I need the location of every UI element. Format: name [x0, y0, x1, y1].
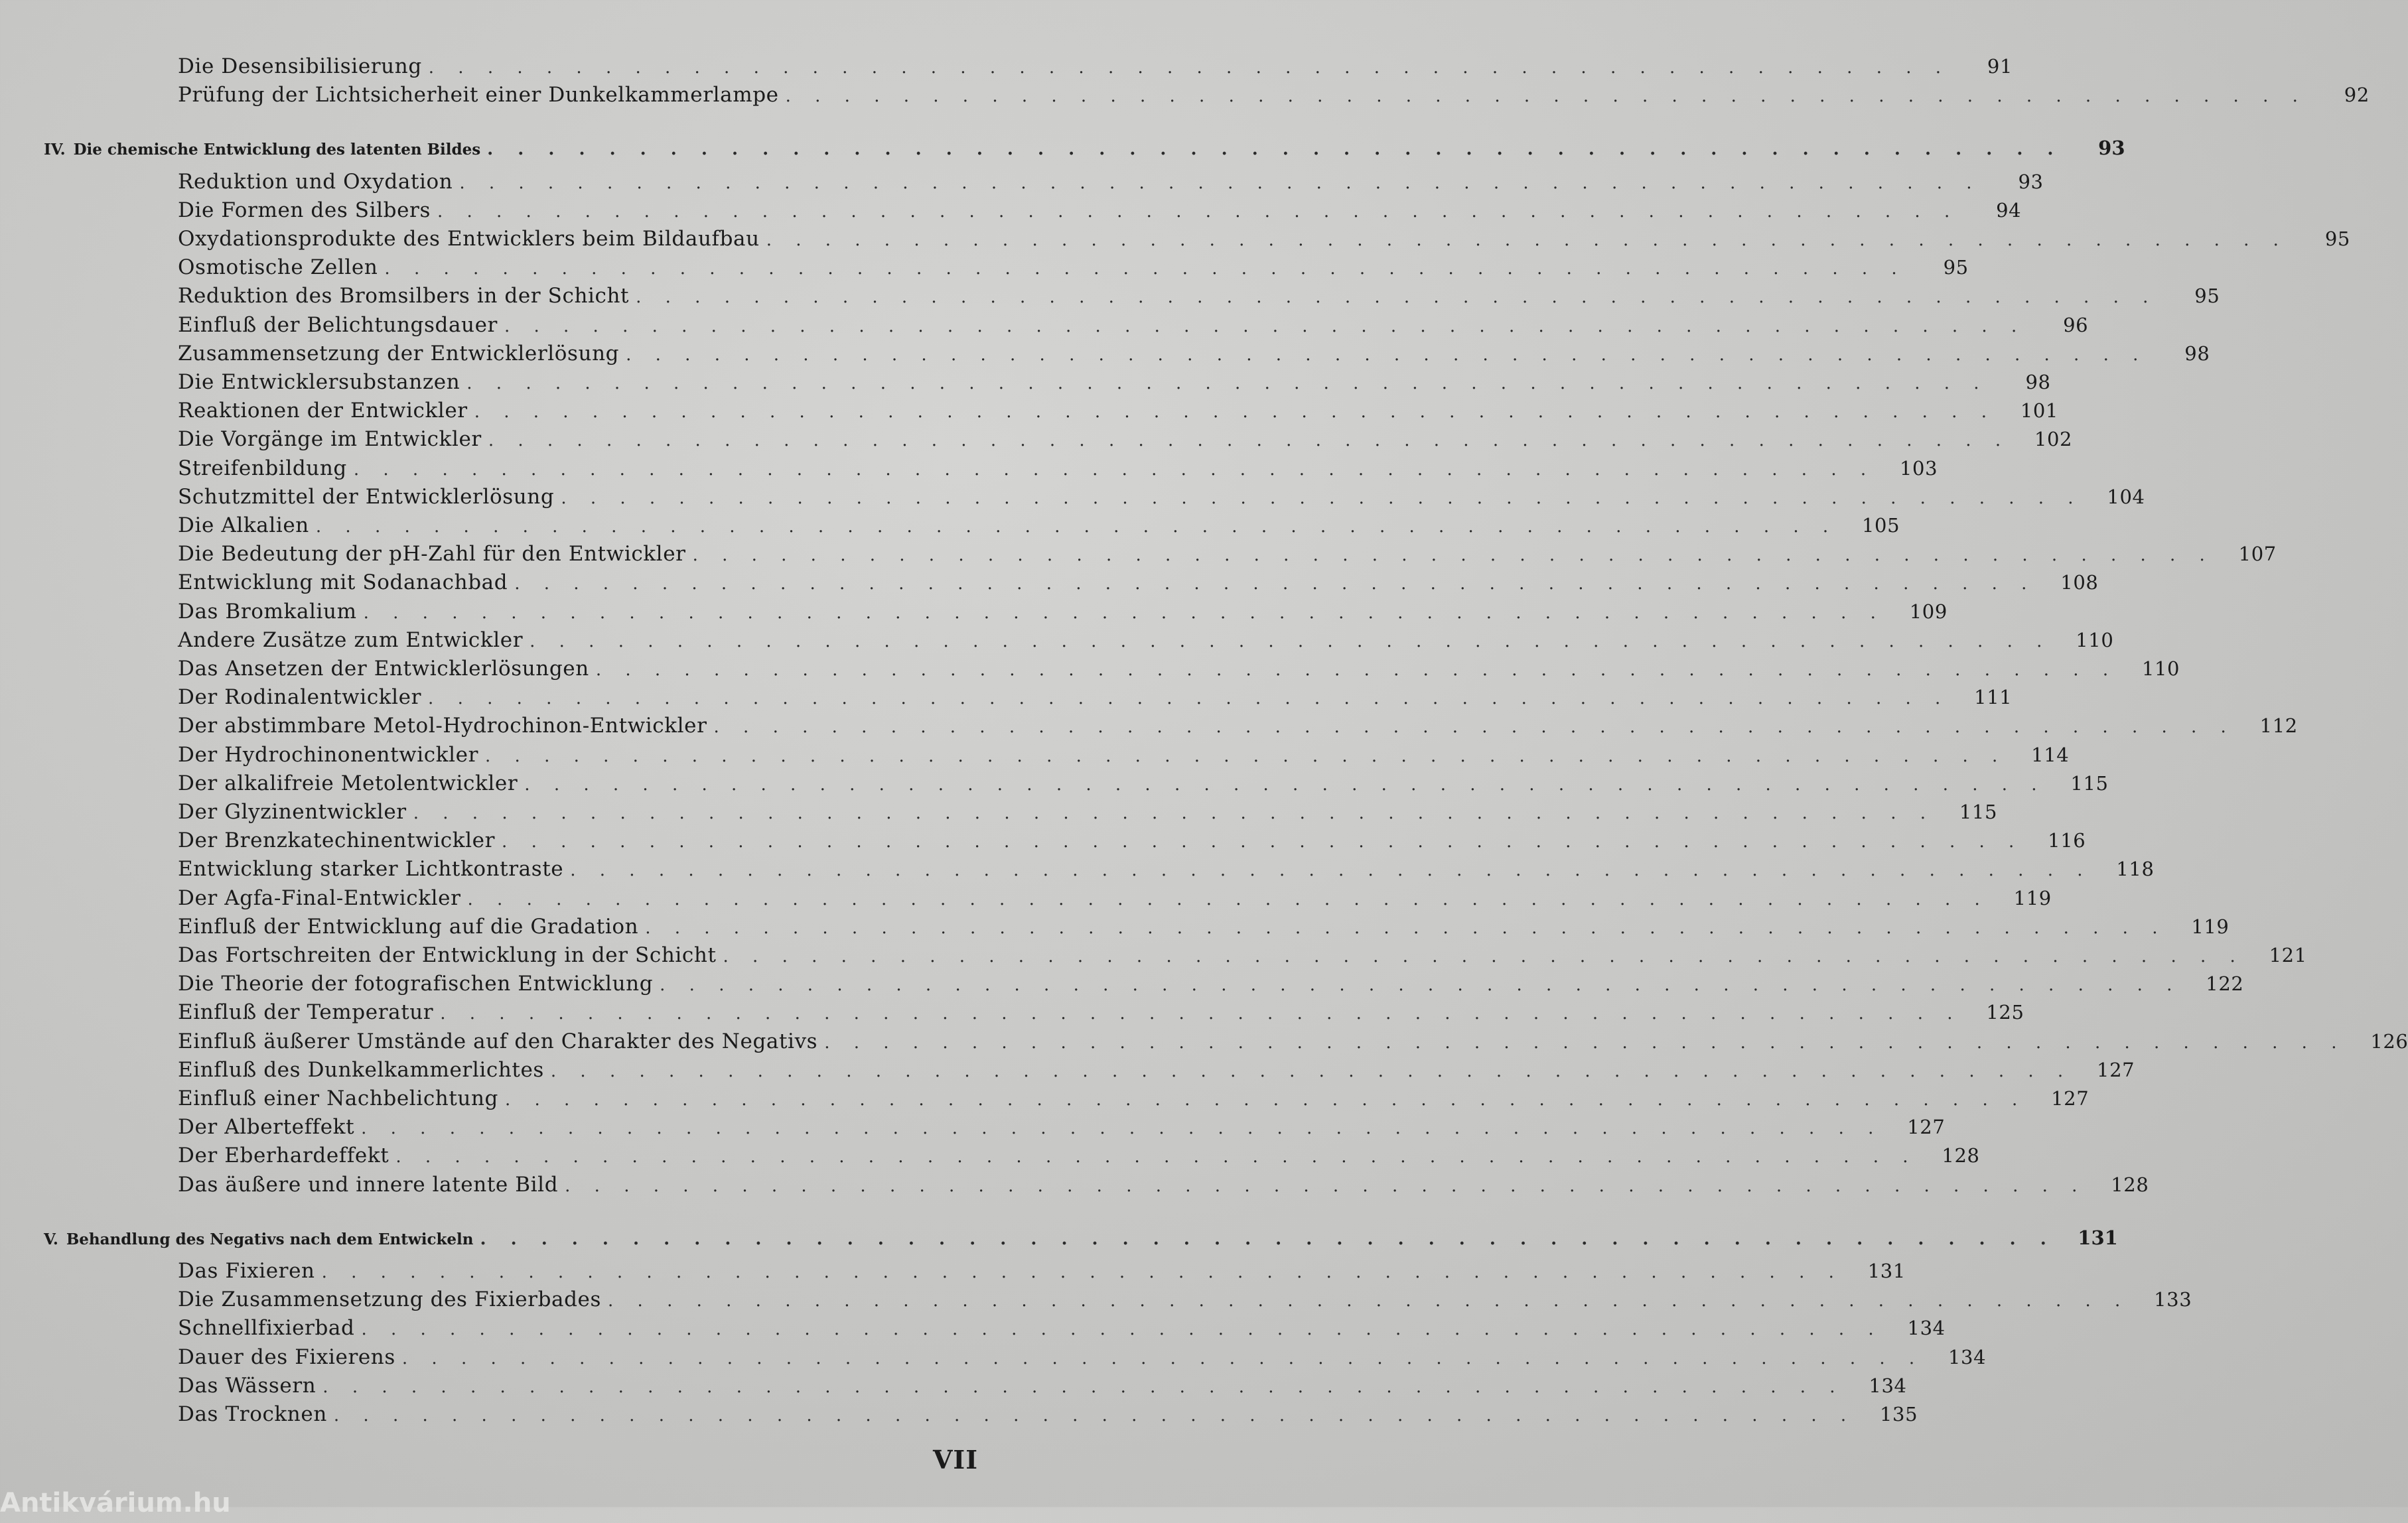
- toc-chapter-heading: [44, 137, 2125, 160]
- watermark: Antikvárium.hu: [0, 1488, 231, 1518]
- toc-chapter-heading: [44, 1226, 2118, 1249]
- dot-leader: . . . . . . . . . . . . . . . . . . . . . . . . . . . . . . . . . . . . . . . . . . . . . . . . . . . .: [322, 1376, 1845, 1397]
- dot-leader: . . . . . . . . . . . . . . . . . . . . . . . . . . . . . . . . . . . . . . . . . . . . . . . . . . . .: [713, 717, 2235, 738]
- toc-chapter-label: [44, 1230, 473, 1248]
- toc-chapter-number: V.: [44, 1230, 58, 1248]
- toc-chapter-label: [44, 141, 480, 159]
- dot-leader: . . . . . . . . . . . . . . . . . . . . . . . . . . . . . . . . . . . . . . . . . . . . . . . . . . . .: [524, 774, 2046, 795]
- toc-entry: [178, 198, 2022, 222]
- toc-page-number: 119: [2013, 886, 2052, 909]
- toc-entry: [178, 742, 2070, 767]
- toc-entry-title: Die Theorie der fotografischen Entwicklung: [178, 972, 654, 996]
- toc-page-number: 104: [2107, 485, 2145, 508]
- dot-leader: . . . . . . . . . . . . . . . . . . . . . . . . . . . . . . . . . . . . . . . . . . . . . . . . . . . .: [550, 1061, 2073, 1081]
- toc-entry: [178, 1345, 1987, 1369]
- toc-entry-title: Die Entwicklersubstanzen: [178, 370, 460, 394]
- toc-page-number: 114: [2031, 743, 2070, 766]
- toc-entry-title: Das Fixieren: [178, 1259, 315, 1283]
- toc-entry-title: Einfluß äußerer Umstände auf den Charakter des Negativs: [178, 1029, 818, 1053]
- toc-entry: [178, 1057, 2135, 1082]
- toc-page-number: 93: [2018, 170, 2044, 193]
- toc-page-number: 108: [2060, 571, 2099, 594]
- page-folio: VII: [932, 1445, 978, 1475]
- toc-entry: [178, 1000, 2024, 1025]
- dot-leader: . . . . . . . . . . . . . . . . . . . . . . . . . . . . . . . . . . . . . . . . . . . . . . . . . . . .: [321, 1262, 1843, 1282]
- dot-leader: . . . . . . . . . . . . . . . . . . . . . . . . . . . . . . . . . . . . . . . . . . . . . . . . . . . .: [502, 832, 2024, 852]
- toc-entry: [178, 341, 2210, 365]
- dot-leader: . . . . . . . . . . . . . . . . . . . . . . . . . . . . . . . . . . . . . . . . . . . . . . . . . . . .: [353, 459, 1876, 480]
- toc-page-number: 91: [1987, 55, 2013, 78]
- dot-leader: . . . . . . . . . . . . . . . . . . . . . . . . . . . . . . . . . . . . . . . . . . . . . . . . . . . .: [466, 373, 1989, 393]
- toc-page-number: 134: [1907, 1317, 1946, 1340]
- dot-leader: . . . . . . . . . . . . . . . . . . . . . . . . . . . . . . . . . . . . . . . . . . . . . . . . . . . .: [401, 1348, 1924, 1368]
- toc-entry-title: Das äußere und innere latente Bild: [178, 1172, 559, 1197]
- toc-entry-title: Entwicklung starker Lichtkontraste: [178, 857, 564, 882]
- toc-entry: [178, 370, 2051, 394]
- toc-page-number: 105: [1862, 514, 1900, 537]
- toc-page-number: 96: [2063, 313, 2089, 336]
- toc-page-number: 109: [1909, 600, 1948, 623]
- toc-entry: [178, 227, 2350, 251]
- dot-leader: . . . . . . . . . . . . . . . . . . . . . . . . . . . . . . . . . . . . . . . . . . . . . . . . . . . .: [504, 316, 2026, 336]
- toc-entry: [178, 685, 2013, 710]
- toc-entry-title: Einfluß der Belichtungsdauer: [178, 312, 498, 337]
- toc-entry-title: Reduktion des Bromsilbers in der Schicht: [178, 284, 630, 308]
- dot-leader: . . . . . . . . . . . . . . . . . . . . . . . . . . . . . . . . . . . . . . . . . . . . . . . . . . . .: [395, 1147, 1918, 1167]
- toc-entry-title: Einfluß der Entwicklung auf die Gradation: [178, 914, 639, 939]
- dot-leader: . . . . . . . . . . . . . . . . . . . . . . . . . . . . . . . . . . . . . . . . . . . . . . . . . . . .: [384, 259, 1906, 279]
- toc-entry-title: Schnellfixierbad: [178, 1316, 355, 1341]
- toc-entry-title: Oxydationsprodukte des Entwicklers beim Bildaufbau: [178, 227, 760, 251]
- dot-leader: . . . . . . . . . . . . . . . . . . . . . . . . . . . . . . . . . . . . . . . . . . . . . . . . . . . .: [824, 1032, 2346, 1053]
- dot-leader: . . . . . . . . . . . . . . . . . . . . . . . . . . . . . . . . . . . . . . . . . . . . . . . . . . . .: [485, 746, 2007, 766]
- toc-entry: [178, 542, 2277, 566]
- toc-page-number: 131: [2078, 1226, 2118, 1249]
- dot-leader: . . . . . . . . . . . . . . . . . . . . . . . . . . . . . . . . . . . . . . . . . . . . . . . . . . . .: [361, 1118, 1883, 1139]
- dot-leader: . . . . . . . . . . . . . . . . . . . . . . . . . . . . . . . . . . . . . . . . . . . . . . . . . . . .: [459, 172, 1981, 193]
- dot-leader: . . . . . . . . . . . . . . . . . . . . . . . . . . . . . . . . . . . . . . . . . . . . . . . . . . . .: [660, 975, 2182, 996]
- toc-page-number: 102: [2034, 428, 2073, 451]
- toc-entry: [178, 1029, 2408, 1053]
- toc-entry-title: Der Agfa-Final-Entwickler: [178, 886, 461, 910]
- toc-entry-title: Prüfung der Lichtsicherheit einer Dunkelkammerlampe: [178, 83, 779, 107]
- dot-leader: . . . . . . . . . . . . . . . . . . . . . . . . . . . . . . . . . . . . . . . . . . . . . . . . . . . .: [565, 1175, 2087, 1196]
- toc-page-number: 93: [2098, 137, 2125, 160]
- dot-leader: . . . . . . . . . . . . . . . . . . . . . . . . . . . . . . . . . . . . . . . . . . . . . . . . . . . .: [530, 631, 2052, 651]
- toc-entry-title: Der alkalifreie Metolentwickler: [178, 771, 518, 795]
- toc-entry: [178, 1373, 1907, 1398]
- toc-entry-title: Das Trocknen: [178, 1402, 327, 1426]
- toc-entry: [178, 1172, 2149, 1197]
- toc-entry: [178, 1115, 1946, 1140]
- toc-entry: [178, 800, 1997, 824]
- toc-chapter-title: Die chemische Entwicklung des latenten Bildes: [73, 141, 481, 159]
- toc-page-number: 115: [2070, 771, 2109, 795]
- toc-page-number: 133: [2154, 1288, 2192, 1311]
- toc-entry-title: Dauer des Fixierens: [178, 1345, 395, 1369]
- toc-entry: [178, 169, 2044, 194]
- dot-leader: . . . . . . . . . . . . . . . . . . . . . . . . . . . . . . . . . . . . . . . . . . . . . . . . . . . .: [440, 1004, 1962, 1024]
- toc-entry-title: Andere Zusätze zum Entwickler: [178, 628, 524, 652]
- toc-entry: [178, 599, 1948, 624]
- toc-entry: [178, 828, 2086, 853]
- dot-leader: . . . . . . . . . . . . . . . . . . . . . . . . . . . . . . . . . . . . . . . . . . . . . . . . . . . .: [595, 660, 2118, 680]
- dot-leader: . . . . . . . . . . . . . . . . . . . . . . . . . . . . . . . . . . . . . . . . . . . . . . . . . . . .: [692, 545, 2214, 566]
- toc-entry-title: Einfluß des Dunkelkammerlichtes: [178, 1057, 544, 1082]
- toc-page-number: 128: [2111, 1173, 2149, 1196]
- toc-page-number: 115: [1959, 801, 1997, 823]
- toc-page-number: 116: [2048, 829, 2086, 852]
- toc-entry: [178, 1259, 1906, 1283]
- toc-page-number: 98: [2184, 342, 2210, 365]
- toc-entry-title: Reaktionen der Entwickler: [178, 399, 468, 423]
- toc-chapter-title: Behandlung des Negativs nach dem Entwickeln: [66, 1230, 474, 1248]
- toc-entry: [178, 943, 2307, 967]
- toc-entry-title: Der Eberhardeffekt: [178, 1144, 390, 1168]
- toc-page-number: 101: [2020, 399, 2058, 423]
- toc-entry-title: Die Vorgänge im Entwickler: [178, 427, 482, 452]
- toc-entry: [178, 83, 2370, 107]
- toc-page-number: 127: [2097, 1058, 2135, 1081]
- dot-leader: . . . . . . . . . . . . . . . . . . . . . . . . . . . . . . . . . . . . . . . . . . . . . . . . . . . .: [428, 689, 1950, 709]
- dot-leader: . . . . . . . . . . . . . . . . . . . . . . . . . . . . . . . . . . . . . . . . . . . . . . . . . . . .: [467, 889, 1989, 909]
- toc-page-number: 131: [1867, 1260, 1906, 1282]
- toc-entry: [178, 771, 2109, 795]
- toc-entry-title: Der Glyzinentwickler: [178, 800, 407, 824]
- toc-entry-title: Der Hydrochinonentwickler: [178, 742, 479, 767]
- dot-leader: . . . . . . . . . . . . . . . . . . . . . . . . . . . . . . . . . . . . . . . . . . . . . . . . . . . .: [514, 574, 2036, 594]
- dot-leader: . . . . . . . . . . . . . . . . . . . . . . . . . . . . . . . . . . . . . . . . . . . . . . . . . . . .: [361, 1319, 1883, 1340]
- toc-entry: [178, 570, 2099, 595]
- toc-page-number: 127: [2051, 1087, 2089, 1110]
- toc-entry: [178, 284, 2220, 308]
- toc-entry-title: Die Zusammensetzung des Fixierbades: [178, 1288, 602, 1312]
- toc-entry: [178, 857, 2155, 882]
- toc-entry-title: Die Formen des Silbers: [178, 198, 431, 222]
- dot-leader: . . . . . . . . . . . . . . . . . . . . . . . . . . . . . . . . . . . . . . . . . . . . . . . . . . . .: [570, 860, 2092, 881]
- toc-page-number: 134: [1869, 1374, 1907, 1397]
- toc-page-number: 94: [1996, 198, 2022, 222]
- toc-entry-title: Das Bromkalium: [178, 599, 357, 624]
- dot-leader: . . . . . . . . . . . . . . . . . . . . . . . . . . . . . . . . . . . . . . . . . . . . . . . . . . . .: [626, 344, 2148, 365]
- toc-entry: [178, 255, 1969, 280]
- toc-page-number: 103: [1899, 456, 1938, 480]
- toc-chapter-number: IV.: [44, 141, 66, 159]
- toc-entry-title: Schutzmittel der Entwicklerlösung: [178, 484, 555, 509]
- toc-page-number: 95: [2324, 228, 2350, 250]
- dot-leader: . . . . . . . . . . . . . . . . . . . . . . . . . . . . . . . . . . . . . . . . . . . . . . . . . . . .: [608, 1291, 2130, 1311]
- toc-page-number: 95: [1943, 256, 1969, 279]
- toc-page-number: 95: [2194, 285, 2220, 308]
- toc-page-number: 118: [2116, 858, 2155, 881]
- toc-entry-title: Das Wässern: [178, 1373, 317, 1398]
- dot-leader: . . . . . . . . . . . . . . . . . . . . . . . . . . . . . . . . . . . . . . . . . . . . . . . . . . . .: [766, 230, 2288, 250]
- dot-leader: . . . . . . . . . . . . . . . . . . . . . . . . . . . . . . . . . . . . . . . . . . . . . . . . . . . .: [504, 1090, 2027, 1110]
- toc-page-number: 110: [2076, 628, 2114, 651]
- toc-page-number: 107: [2238, 543, 2277, 566]
- toc-entry: [178, 456, 1938, 480]
- toc-entry: [178, 914, 2230, 939]
- toc-entry: [178, 399, 2058, 423]
- dot-leader: . . . . . . . . . . . . . . . . . . . . . . . . . . . . . . . . . . . . . . . . . . . . . . . . . . . .: [474, 402, 1996, 423]
- toc-entry: [178, 628, 2114, 652]
- dot-leader: . . . . . . . . . . . . . . . . . . . . . . . . . . . . . . . . . . . . . . . . . . . . . . . . . . . .: [413, 803, 1935, 823]
- toc-entry-title: Streifenbildung: [178, 456, 347, 480]
- toc-entry: [178, 484, 2145, 509]
- toc-entry-title: Das Fortschreiten der Entwicklung in der Schicht: [178, 943, 717, 967]
- toc-entry: [178, 1087, 2089, 1110]
- toc-entry: [178, 972, 2244, 996]
- toc-page-number: 126: [2370, 1029, 2408, 1053]
- toc-entry-title: Einfluß der Temperatur: [178, 1000, 434, 1025]
- toc-page-number: 112: [2259, 714, 2298, 738]
- toc-entry: [178, 1402, 1918, 1426]
- toc-entry: [178, 657, 2180, 681]
- toc-entry-title: Die Bedeutung der pH-Zahl für den Entwickler: [178, 542, 686, 566]
- toc-entry-title: Der Alberteffekt: [178, 1115, 355, 1140]
- toc-entry: [178, 886, 2052, 910]
- toc-page-number: 128: [1942, 1144, 1980, 1167]
- toc-entry-title: Die Alkalien: [178, 513, 309, 537]
- toc-entry: [178, 1316, 1946, 1341]
- dot-leader: . . . . . . . . . . . . . . . . . . . . . . . . . . . . . . . . . . . . . . . . . . . . . . . . . . . .: [561, 488, 2083, 508]
- toc-entry: [178, 1144, 1980, 1168]
- dot-leader: . . . . . . . . . . . . . . . . . . . . . . . . . . . . . . . . . . . . . . . . . . . . . . . . . . . .: [487, 139, 2063, 160]
- toc-page-number: 125: [1986, 1001, 2024, 1024]
- toc-page-number: 119: [2191, 915, 2230, 938]
- toc-entry-title: Entwicklung mit Sodanachbad: [178, 570, 508, 595]
- toc-page-number: 111: [1974, 686, 2013, 709]
- toc-page-number: 122: [2206, 972, 2244, 996]
- dot-leader: . . . . . . . . . . . . . . . . . . . . . . . . . . . . . . . . . . . . . . . . . . . . . . . . . . . .: [636, 287, 2158, 308]
- dot-leader: . . . . . . . . . . . . . . . . . . . . . . . . . . . . . . . . . . . . . . . . . . . . . . . . . . . .: [315, 517, 1838, 537]
- dot-leader: . . . . . . . . . . . . . . . . . . . . . . . . . . . . . . . . . . . . . . . . . . . . . . . . . . . .: [333, 1406, 1856, 1425]
- toc-entry: [178, 312, 2089, 337]
- toc-page-number: 92: [2344, 84, 2370, 107]
- toc-entry: [178, 1288, 2192, 1312]
- toc-entry: [178, 54, 2013, 78]
- dot-leader: . . . . . . . . . . . . . . . . . . . . . . . . . . . . . . . . . . . . . . . . . . . . . . . . . . . .: [645, 917, 2167, 938]
- dot-leader: . . . . . . . . . . . . . . . . . . . . . . . . . . . . . . . . . . . . . . . . . . . . . . . . . . . .: [785, 86, 2307, 107]
- dot-leader: . . . . . . . . . . . . . . . . . . . . . . . . . . . . . . . . . . . . . . . . . . . . . . . . . . . .: [723, 947, 2245, 966]
- toc-page-number: 127: [1907, 1116, 1946, 1139]
- toc-entry: [178, 513, 1900, 537]
- toc-entry-title: Zusammensetzung der Entwicklerlösung: [178, 341, 620, 365]
- toc-entry-title: Osmotische Zellen: [178, 255, 378, 280]
- toc-entry-title: Die Desensibilisierung: [178, 54, 422, 78]
- toc-entry-title: Einfluß einer Nachbelichtung: [178, 1087, 498, 1110]
- toc-entry-title: Der Brenzkatechinentwickler: [178, 828, 496, 853]
- toc-page-number: 110: [2141, 657, 2180, 680]
- dot-leader: . . . . . . . . . . . . . . . . . . . . . . . . . . . . . . . . . . . . . . . . . . . . . . . . . . . .: [480, 1228, 2056, 1249]
- toc-entry-title: Das Ansetzen der Entwicklerlösungen: [178, 657, 589, 681]
- toc-entry: [178, 427, 2073, 452]
- dot-leader: . . . . . . . . . . . . . . . . . . . . . . . . . . . . . . . . . . . . . . . . . . . . . . . . . . . .: [437, 201, 1959, 222]
- dot-leader: . . . . . . . . . . . . . . . . . . . . . . . . . . . . . . . . . . . . . . . . . . . . . . . . . . . .: [488, 430, 2011, 451]
- toc-entry: [178, 714, 2298, 738]
- dot-leader: . . . . . . . . . . . . . . . . . . . . . . . . . . . . . . . . . . . . . . . . . . . . . . . . . . . .: [428, 58, 1951, 78]
- toc-entry-title: Der Rodinalentwickler: [178, 685, 422, 710]
- toc-entry-title: Reduktion und Oxydation: [178, 169, 453, 194]
- toc-page-number: 98: [2025, 371, 2051, 393]
- dot-leader: . . . . . . . . . . . . . . . . . . . . . . . . . . . . . . . . . . . . . . . . . . . . . . . . . . . .: [363, 602, 1885, 623]
- toc-page-number: 134: [1948, 1345, 1987, 1368]
- toc-entry-title: Der abstimmbare Metol-Hydrochinon-Entwickler: [178, 714, 707, 738]
- toc-page-number: 135: [1880, 1403, 1918, 1425]
- toc-page-number: 121: [2269, 944, 2307, 966]
